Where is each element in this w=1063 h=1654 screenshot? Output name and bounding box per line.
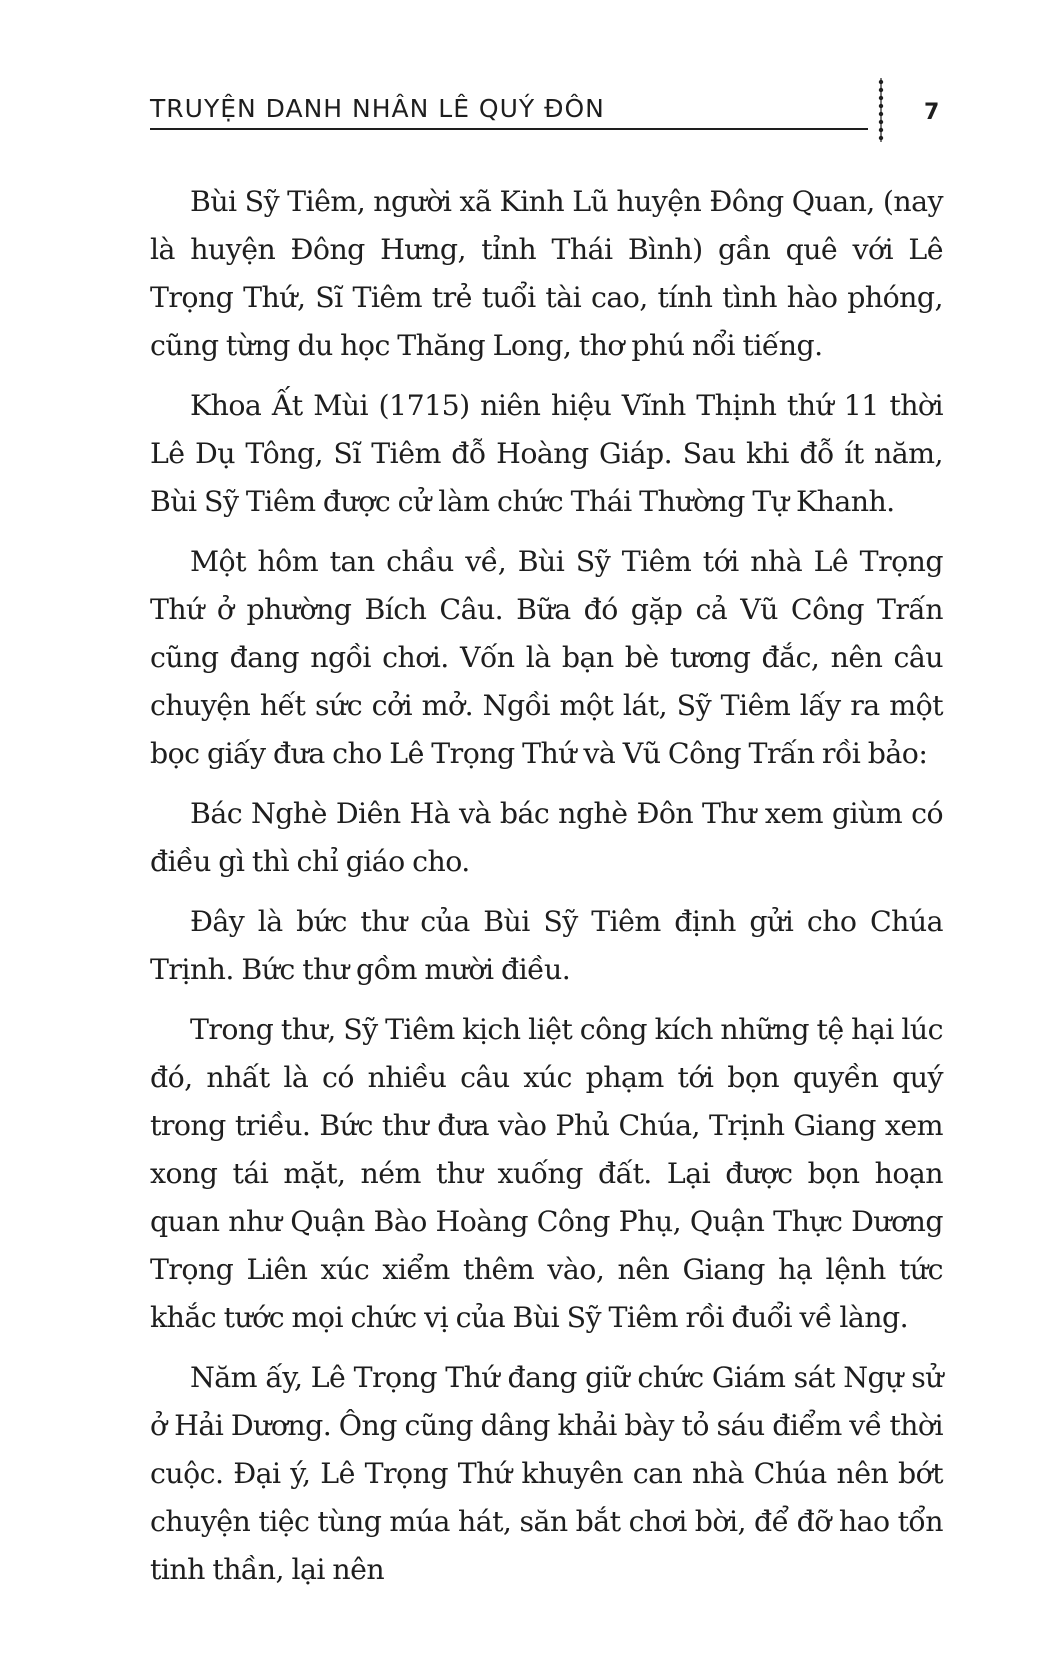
- paragraph-6: Trong thư, Sỹ Tiêm kịch liệt công kích những tệ hại lúc đó, nhất là có nhiều câu xúc phạm tới bọn quyền quý trong triều. Bức thư đưa vào Phủ Chúa, Trịnh Giang xem xong tái mặt, ném thư xuống đất. Lại được bọn hoạn quan như Quận Bào Hoàng Công Phụ, Quận Thực Dương Trọng Liên xúc xiểm thêm vào, nên Giang hạ lệnh tức khắc tước mọi chức vị của Bùi Sỹ Tiêm rồi đuổi về làng.: [150, 1013, 943, 1334]
- paragraph-1: Bùi Sỹ Tiêm, người xã Kinh Lũ huyện Đông Quan, (nay là huyện Đông Hưng, tỉnh Thái Bình) gần quê với Lê Trọng Thứ, Sĩ Tiêm trẻ tuổi tài cao, tính tình hào phóng, cũng từng du học Thăng Long, thơ phú nổi tiếng.: [150, 185, 943, 362]
- page-body: [150, 178, 943, 1606]
- book-title: TRUYỆN DANH NHÂN LÊ QUÝ ĐÔN: [150, 94, 605, 123]
- paragraph-7: Năm ấy, Lê Trọng Thứ đang giữ chức Giám sát Ngự sử ở Hải Dương. Ông cũng dâng khải bày tỏ sáu điểm về thời cuộc. Đại ý, Lê Trọng Thứ khuyên can nhà Chúa nên bớt chuyện tiệc tùng múa hát, săn bắt chơi bời, để đỡ hao tổn tinh thần, lại nên: [150, 1361, 943, 1586]
- paragraph-4: Bác Nghè Diên Hà và bác nghè Đôn Thư xem giùm có điều gì thì chỉ giáo cho.: [150, 797, 943, 878]
- header-rule: [150, 128, 868, 130]
- paragraph-5: Đây là bức thư của Bùi Sỹ Tiêm định gửi cho Chúa Trịnh. Bức thư gồm mười điều.: [150, 905, 943, 986]
- paragraph-3: Một hôm tan chầu về, Bùi Sỹ Tiêm tới nhà Lê Trọng Thứ ở phường Bích Câu. Bữa đó gặp cả Vũ Công Trấn cũng đang ngồi chơi. Vốn là bạn bè tương đắc, nên câu chuyện hết sức cởi mở. Ngồi một lát, Sỹ Tiêm lấy ra một bọc giấy đưa cho Lê Trọng Thứ và Vũ Công Trấn rồi bảo:: [150, 545, 943, 770]
- running-header: [150, 88, 870, 128]
- page-number: 7: [924, 100, 940, 125]
- vertical-dotted-ornament-icon: [876, 78, 886, 142]
- paragraph-2: Khoa Ất Mùi (1715) niên hiệu Vĩnh Thịnh thứ 11 thời Lê Dụ Tông, Sĩ Tiêm đỗ Hoàng Giáp. Sau khi đỗ ít năm, Bùi Sỹ Tiêm được cử làm chức Thái Thường Tự Khanh.: [150, 389, 943, 518]
